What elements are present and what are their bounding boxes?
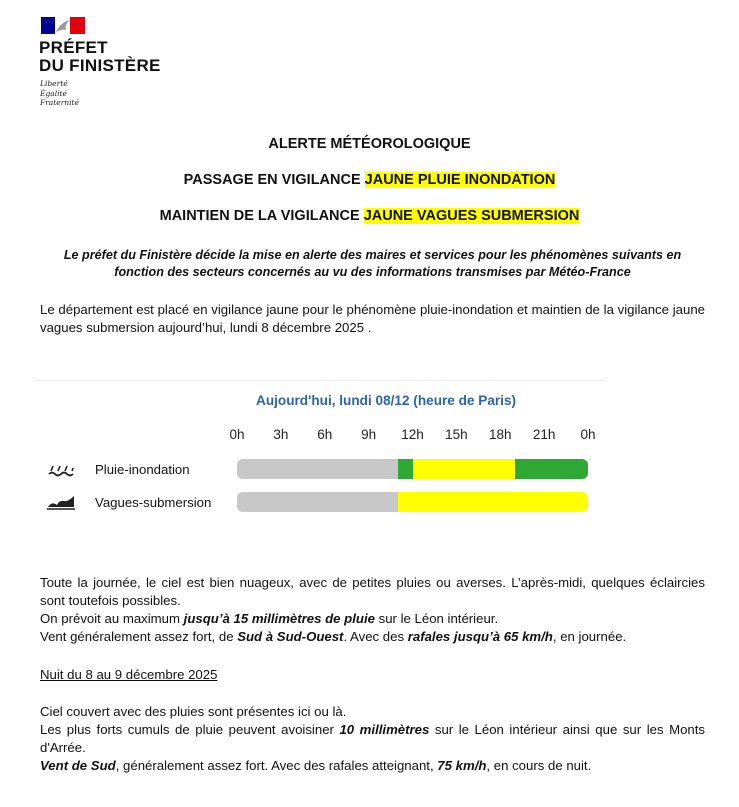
timeline-segment-none — [237, 459, 398, 479]
fd-l3a: Vent généralement assez fort, de — [40, 629, 238, 644]
vigilance-waves-prefix: MAINTIEN DE LA VIGILANCE — [159, 208, 364, 224]
time-tick-6: 18h — [488, 427, 512, 442]
time-tick-3: 9h — [361, 427, 377, 442]
n-l3d: , en cours de nuit. — [486, 758, 592, 773]
n-l3c: 75 km/h — [437, 758, 487, 773]
n-l2c: sur le Léon intérieur ainsi que sur les Monts d'Arrée. — [40, 722, 706, 755]
devise-egalite: Égalité — [40, 88, 67, 98]
row-label-pluie: Pluie-inondation — [95, 462, 190, 477]
timeline-segment-yellow — [413, 459, 515, 479]
forecast-day-line1: Toute la journée, le ciel est bien nuageux, avec de petites pluies ou averses. L’après-midi, quelques éclaircies sont toutefois possibles. — [40, 575, 705, 608]
devise-liberte: Liberté — [40, 79, 68, 88]
timeline-segment-none — [237, 492, 398, 512]
vigilance-rain-prefix: PASSAGE EN VIGILANCE — [183, 172, 365, 188]
vigilance-rain-title — [0, 172, 739, 188]
fd-l2b: jusqu’à 15 millimètres de pluie — [183, 611, 375, 626]
vigilance-waves-highlight: JAUNE VAGUES SUBMERSION — [363, 208, 580, 224]
forecast-day — [40, 574, 705, 646]
prefet-line2: DU FINISTÈRE — [39, 56, 161, 75]
prefet-line1: PRÉFET — [39, 38, 108, 57]
devise — [40, 79, 79, 108]
marianne-flag-logo — [41, 17, 85, 34]
forecast-day-line2 — [40, 610, 705, 628]
n-l3a: Vent de Sud — [40, 758, 116, 773]
chart-title: Aujourd'hui, lundi 08/12 (heure de Paris) — [256, 393, 517, 408]
vigilance-waves-title — [0, 208, 739, 224]
chart-top-divider — [36, 380, 604, 381]
night-line2 — [40, 721, 705, 757]
n-l2b: 10 millimètres — [339, 722, 430, 737]
timeline-bar-vagues — [237, 492, 588, 512]
waves-submersion-icon — [46, 494, 76, 510]
n-l3b: , généralement assez fort. Avec des rafales atteignant, — [115, 758, 438, 773]
summary-paragraph: Le département est placé en vigilance jaune pour le phénomène pluie-inondation et maintien de la vigilance jaune vagues submersion aujourd’hui, lundi 8 décembre 2025 . — [40, 302, 705, 335]
time-tick-2: 6h — [317, 427, 333, 442]
time-tick-0: 0h — [229, 427, 245, 442]
vigilance-rain-highlight: JAUNE PLUIE INONDATION — [364, 172, 556, 188]
fd-l3d: rafales jusqu’à 65 km/h — [407, 629, 553, 644]
time-tick-4: 12h — [401, 427, 424, 442]
fd-l2a: On prévoit au maximum — [40, 611, 184, 626]
intro-statement: Le préfet du Finistère décide la mise en alerte des maires et services pour les phénomènes suivants en fonction des secteurs concernés au vu des informations transmises par Météo-France — [63, 248, 682, 279]
rain-flood-icon — [46, 462, 76, 478]
timeline-segment-yellow — [398, 492, 588, 512]
night-line1: Ciel couvert avec des pluies sont présentes ici ou là. — [40, 704, 347, 719]
fd-l3e: , en journée. — [552, 629, 627, 644]
time-tick-5: 15h — [445, 427, 468, 442]
time-tick-1: 3h — [273, 427, 289, 442]
night-line3 — [40, 757, 705, 775]
devise-fraternite: Fraternité — [40, 98, 79, 107]
forecast-night — [40, 703, 705, 775]
timeline-bar-pluie — [237, 459, 588, 479]
fd-l3b: Sud à Sud-Ouest — [237, 629, 344, 644]
timeline-segment-green — [515, 459, 588, 479]
time-tick-7: 21h — [532, 427, 556, 442]
forecast-day-line3 — [40, 628, 705, 646]
night-heading-block — [40, 666, 705, 684]
row-label-vagues: Vagues-submersion — [95, 495, 212, 510]
night-heading: Nuit du 8 au 9 décembre 2025 — [40, 667, 218, 682]
prefecture-name — [39, 39, 161, 75]
n-l2a: Les plus forts cumuls de pluie peuvent avoisiner — [40, 722, 340, 737]
alert-title: ALERTE MÉTÉOROLOGIQUE — [268, 136, 471, 152]
timeline-segment-green — [398, 459, 413, 479]
fd-l3c: . Avec des — [343, 629, 408, 644]
time-tick-8: 0h — [580, 427, 596, 442]
fd-l2c: sur le Léon intérieur. — [374, 611, 499, 626]
